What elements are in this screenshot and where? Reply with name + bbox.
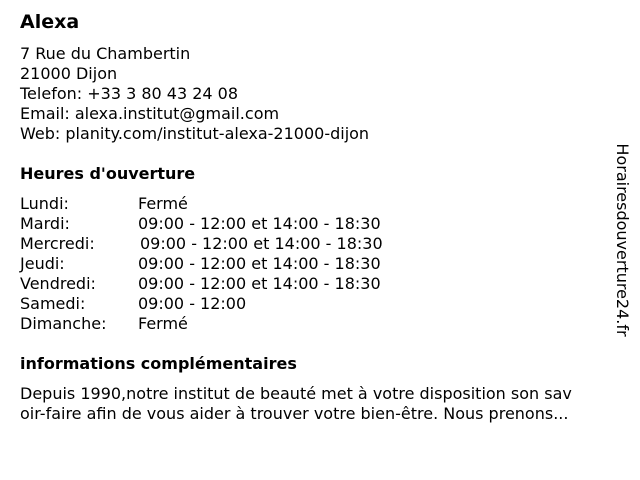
address-street: 7 Rue du Chambertin xyxy=(20,44,191,63)
additional-info-text xyxy=(20,384,630,424)
phone-number: Telefon: +33 3 80 43 24 08 xyxy=(20,84,239,103)
email-address: Email: alexa.institut@gmail.com xyxy=(20,104,280,123)
day-label: Lundi: xyxy=(20,194,69,213)
day-label: Vendredi: xyxy=(20,274,96,293)
day-hours: 09:00 - 12:00 et 14:00 - 18:30 xyxy=(140,234,383,253)
day-hours: Fermé xyxy=(138,314,188,333)
website-address: Web: planity.com/institut-alexa-21000-dijon xyxy=(20,124,370,143)
opening-hours-heading: Heures d'ouverture xyxy=(20,164,196,183)
day-hours: 09:00 - 12:00 et 14:00 - 18:30 xyxy=(138,214,381,233)
day-label: Mardi: xyxy=(20,214,70,233)
day-label: Samedi: xyxy=(20,294,86,313)
info-line-1: Depuis 1990,notre institut de beauté met à votre disposition son sav xyxy=(20,384,572,403)
day-hours: 09:00 - 12:00 et 14:00 - 18:30 xyxy=(138,254,381,273)
day-hours: 09:00 - 12:00 xyxy=(138,294,247,313)
additional-info-heading: informations complémentaires xyxy=(20,354,297,373)
day-label: Dimanche: xyxy=(20,314,107,333)
day-hours: 09:00 - 12:00 et 14:00 - 18:30 xyxy=(138,274,381,293)
site-watermark: Horairesdouverture24.fr xyxy=(613,143,632,337)
day-label: Mercredi: xyxy=(20,234,95,253)
day-hours: Fermé xyxy=(138,194,188,213)
business-name: Alexa xyxy=(20,11,80,33)
info-line-2: oir-faire afin de vous aider à trouver votre bien-être. Nous prenons... xyxy=(20,404,569,423)
address-city: 21000 Dijon xyxy=(20,64,118,83)
day-label: Jeudi: xyxy=(20,254,65,273)
contact-block xyxy=(20,44,369,144)
